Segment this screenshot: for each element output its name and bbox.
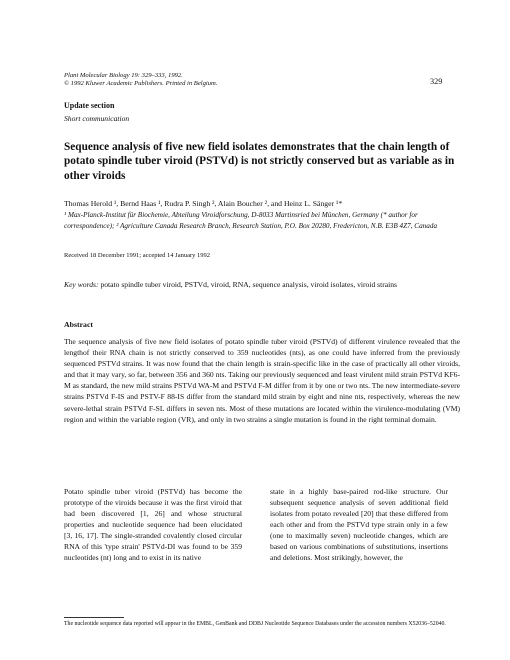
page-number: 329 — [430, 77, 443, 86]
author-affiliations: ¹ Max-Planck-Institut für Biochemie, Abteilung Viroidforschung, D-8033 Martinsried bei München, Germany (* author for correspondence); ² Agriculture Canada Research Branch, Research Station, P.O. Box 20280, Fredericton, N.B. E3B 4Z7, Canada — [64, 211, 438, 230]
body-left-column: Potato spindle tuber viroid (PSTVd) has become the prototype of the viroids because it was the first viroid that had been discovered [1, 26] and whose structural properties and nucleotide sequence had been elucidated [3, 16, 17]. The single-stranded covalently closed circular RNA of this 'type strain' PSTVd-DI was found to be 359 nucleotides (nt) long and to exist in its native — [64, 487, 242, 562]
abstract-heading: Abstract — [64, 320, 94, 329]
journal-header — [64, 72, 217, 88]
body-right-column: state in a highly base-paired rod-like structure. Our subsequent sequence analysis of seven additional field isolates from potato revealed [20] that these differed from each other and from the PSTVd type strain only in a few (one to maximally seven) nucleotide changes, which are based on various combinations of substitutions, insertions and deletions. Most strikingly, however, the — [270, 487, 448, 562]
footnote-divider — [64, 617, 124, 618]
article-title: Sequence analysis of five new field isolates demonstrates that the chain length of potato spindle tuber viroid (PSTVd) is not strictly conserved but as variable as in other viroids — [64, 141, 455, 182]
keywords-block — [64, 279, 456, 290]
journal-citation: Plant Molecular Biology 19: 329–333, 1992. — [64, 72, 183, 79]
copyright-line: © 1992 Kluwer Academic Publishers. Printed in Belgium. — [64, 80, 218, 87]
author-list: Thomas Herold ¹, Bernd Haas ¹, Rudra P. Singh ², Alain Boucher ², and Heinz L. Sänger ¹* — [64, 199, 343, 208]
keywords-label: Key words: — [64, 280, 99, 289]
footnote: The nucleotide sequence data reported will appear in the EMBL, GenBank and DDBJ Nucleotide Sequence Databases under the accession numbers X52036–52040. — [64, 621, 446, 627]
keywords-text: potato spindle tuber viroid, PSTVd, viroid, RNA, sequence analysis, viroid isolates, viroid strains — [100, 280, 397, 289]
abstract-text: The sequence analysis of five new field isolates of potato spindle tuber viroid (PSTVd) of different virulence revealed that the lengthof their RNA chain is not strictly conserved to 359 nucleotides (nts), as one could have inferred from the previously sequenced PSTVd strains. It was now found that the chain length is strain-specific like in the case of practically all other viroids, and that it may vary, so far, between 356 and 360 nts. Taking our previously sequenced and least virulent mild strain PSTVd KF6-M as standard, the new mild strains PSTVd WA-M and PSTVd F-M differ from it by one or two nts. The new intermediate-severe strains PSTVd F-IS and PSTV-F 88-IS differ from the standard mild strain by eight and nine nts, respectively, whereas the new severe-lethal strain PSTVd F-SL differs in seven nts. Most of these mutations are located within the virulence-modulating (VM) region and within the variable region (VR), and only in two strains a single mutation is found in the right terminal domain. — [64, 337, 460, 424]
section-heading: Update section — [64, 101, 115, 110]
received-dates: Received 18 December 1991; accepted 14 January 1992 — [64, 252, 211, 259]
section-subheading: Short communication — [64, 114, 130, 123]
